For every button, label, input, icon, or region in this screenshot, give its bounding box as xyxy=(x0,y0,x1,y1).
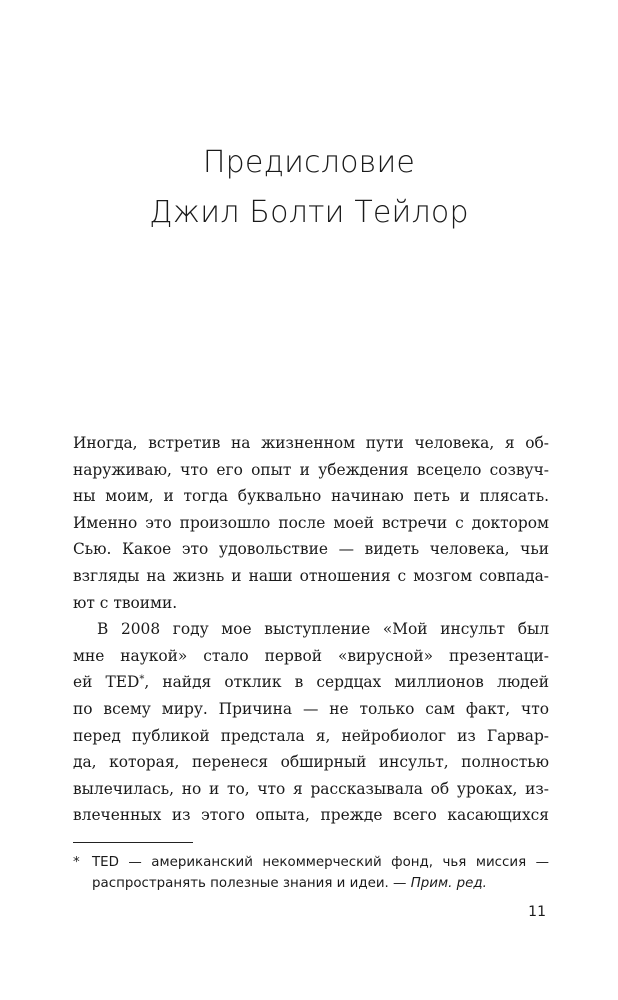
footnote-line-2-text: распространять полезные знания и идеи. — xyxy=(92,876,411,891)
editor-note: Прим. ред. xyxy=(410,876,487,891)
paragraph-2-line-2: мне наукой» стало первой «вирусной» презентаци- xyxy=(73,646,549,665)
paragraph-2-line-3 xyxy=(73,669,549,696)
footnote-line-1-text: TED — американский некоммерческий фонд, чья миссия — xyxy=(92,855,549,870)
paragraph-2-line-8: влеченных из этого опыта, прежде всего касающихся xyxy=(73,806,549,825)
paragraph-2-line-5: перед публикой предстала я, нейробиолог из Гарвар- xyxy=(73,726,549,745)
chapter-title: Предисловие xyxy=(202,145,416,180)
paragraph-2-line-6: да, которая, перенеся обширный инсульт, полностью xyxy=(73,753,549,772)
paragraph-1-line-4: Именно это произошло после моей встречи с доктором xyxy=(73,513,549,532)
footnote-marker: * xyxy=(73,855,80,870)
footnote xyxy=(73,852,549,894)
paragraph-1-line-7: ют с твоими. xyxy=(73,593,178,612)
ted-text: ей TED xyxy=(73,673,140,692)
paragraph-1-line-5: Сью. Какое это удовольствие — видеть человека, чьи xyxy=(73,540,549,559)
footnote-line-2 xyxy=(73,873,549,894)
body-text xyxy=(73,430,549,829)
footnote-line-1 xyxy=(73,852,549,873)
paragraph-1-line-3: ны моим, и тогда буквально начинаю петь и плясать. xyxy=(73,487,549,506)
paragraph-2-line-4: по всему миру. Причина — не только сам факт, что xyxy=(73,699,549,718)
paragraph-1-line-1: Иногда, встретив на жизненном пути человека, я об- xyxy=(73,434,549,452)
paragraph-1-line-6: взгляды на жизнь и наши отношения с мозгом совпада- xyxy=(73,566,549,585)
chapter-author: Джил Болти Тейлор xyxy=(149,195,469,230)
paragraph-2-line-3-rest: , найдя отклик в сердцах миллионов людей xyxy=(144,673,549,692)
paragraph-2-line-1: В 2008 году мое выступление «Мой инсульт был xyxy=(97,620,549,639)
paragraph-1-line-2: наруживаю, что его опыт и убеждения всецело созвуч- xyxy=(73,460,549,479)
chapter-heading xyxy=(0,138,618,238)
footnote-reference: * xyxy=(139,674,145,686)
paragraph-2-line-7: вылечилась, но и то, что я рассказывала об уроках, из- xyxy=(73,779,549,798)
page-number: 11 xyxy=(528,904,546,920)
footnote-divider xyxy=(73,842,193,843)
